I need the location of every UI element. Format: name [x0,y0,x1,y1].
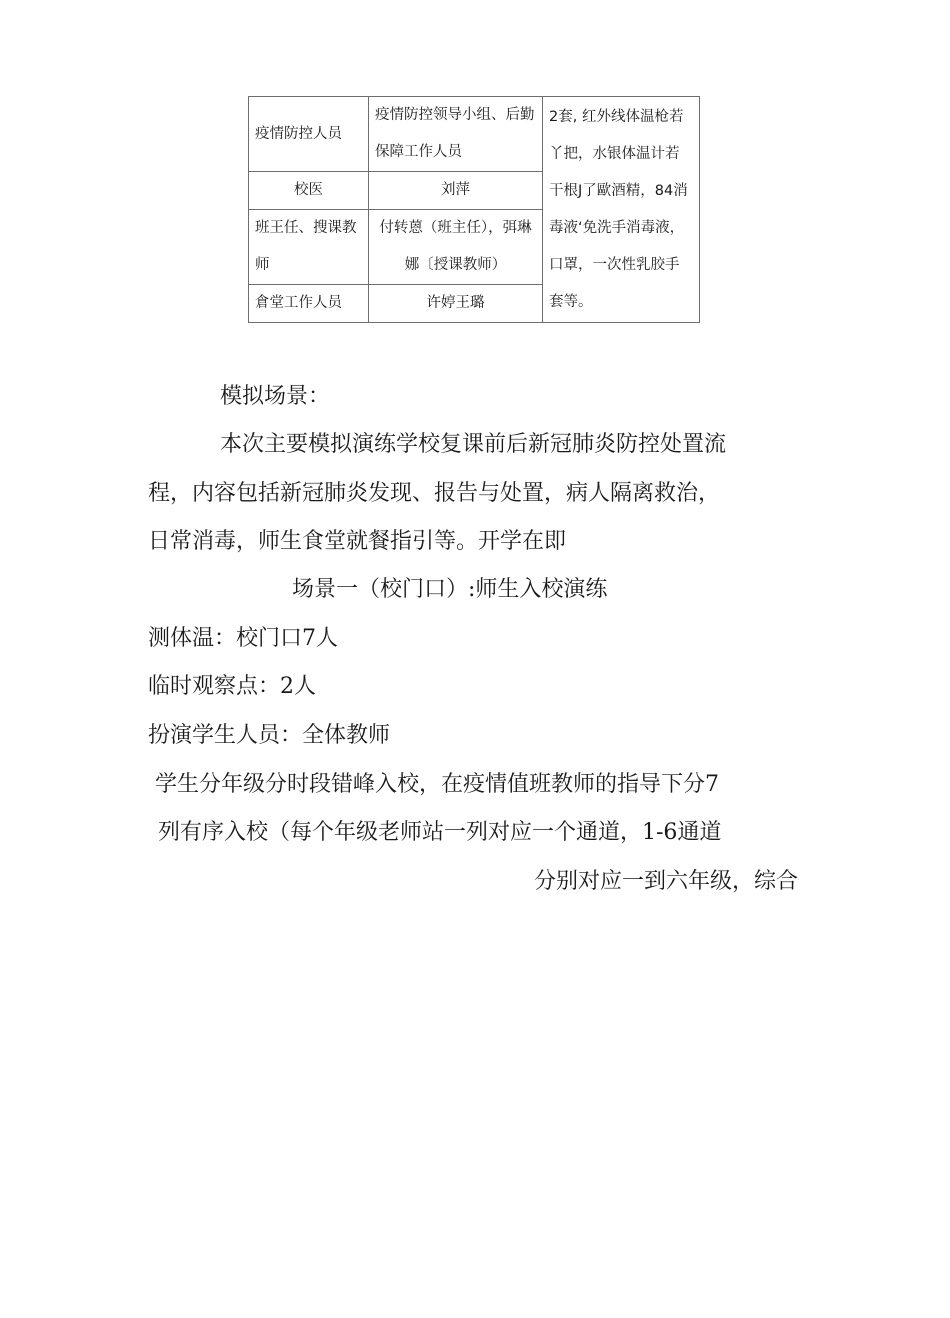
paragraph-line: 学生分年级分时段错峰入校，在疫情值班教师的指导下分7 [155,772,719,797]
table-cell-role: 疫情防控人员 [249,97,369,172]
table-row [249,97,700,172]
list-item: 扮演学生人员：全体教师 [148,723,391,748]
table-cell-role: 班王任、搜课教师 [249,210,369,285]
table-cell-role: 倉堂工作人员 [249,285,369,323]
paragraph-line: 程，内容包括新冠肺炎发现、报告与处置，病人隔离救治， [148,481,721,506]
paragraph-line: 日常消毒，师生食堂就餐指引等。开学在即 [148,529,567,554]
table-cell-members: 许婷王璐 [369,285,543,323]
list-item: 测体温：校门口7人 [148,626,338,651]
paragraph-line: 列有序入校（每个年级老师站一列对应一个通道，1-6通道 [158,820,722,845]
list-item: 临时观察点：2人 [148,674,316,699]
section-heading: 模拟场景： [220,384,331,409]
scene-title: 场景一（校门口）:师生入校演练 [292,577,608,602]
staff-table [248,96,700,323]
table-cell-members: 疫情防控领导小组、后勤保障工作人员 [369,97,543,172]
paragraph-line: 本次主要模拟演练学校复课前后新冠肺炎防控处置流 [220,432,727,457]
paragraph-line: 分别对应一到六年级，综合 [533,869,798,894]
table-cell-members: 付转蒽（班主任），弭琳娜〔授课教师） [369,210,543,285]
table-cell-members: 刘萍 [369,172,543,210]
table-cell-role: 校医 [249,172,369,210]
table-cell-supplies: 2套, 红外线体温枪若丫把，水银体温计若干根J了歐酒精，84消毒液‘免洗手消毒液，口罩，一次性乳胶手套等。 [543,97,700,323]
